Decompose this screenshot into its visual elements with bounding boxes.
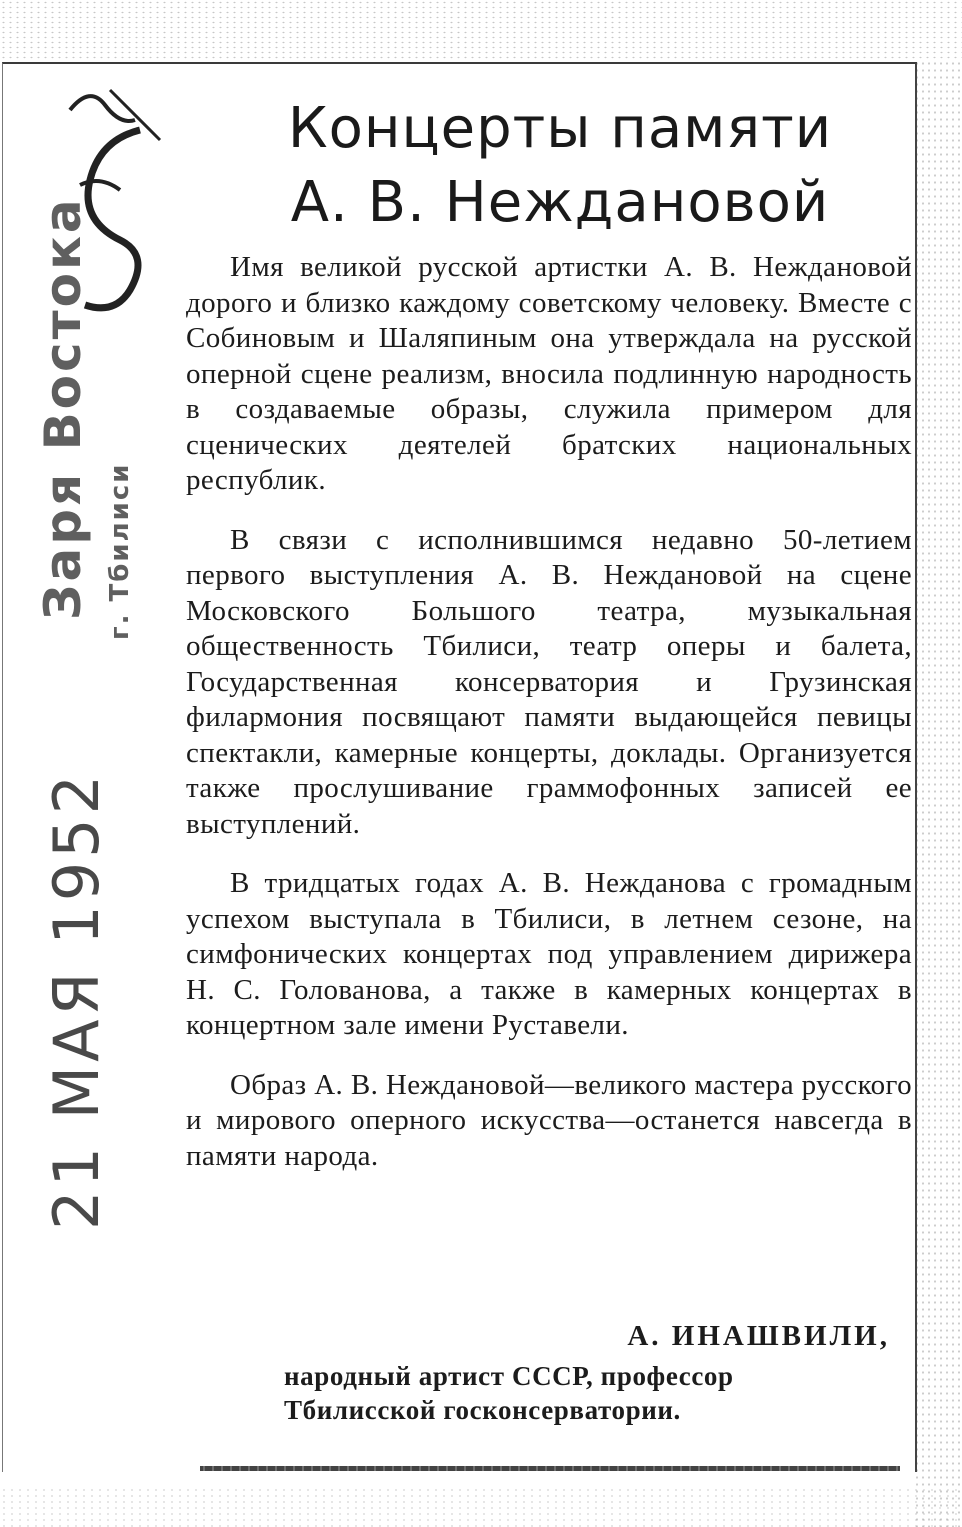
author-title-line-2: Тбилисской госконсерватории. (284, 1395, 681, 1425)
article-paragraph: Имя великой русской артистки А. В. Неждановой дорого и близко каждому советскому человеку. Вместе с Собиновым и Шаляпиным она утверждала на русской оперной сцене реализм, вносила подлинную народность в создаваемые образы, служила примером для сценических деятелей братских национальных республик. (186, 251, 912, 496)
article-body (186, 250, 912, 1174)
date-stamp: 21 МАЯ 1952 (40, 770, 113, 1230)
city-stamp: г. Тбилиси (105, 462, 135, 640)
headline-line-2: А. В. Неждановой (290, 170, 830, 235)
author-signature (284, 1320, 904, 1427)
article-paragraph: В тридцатых годах А. В. Нежданова с громадным успехом выступала в Тбилиси, в летнем сезоне, на симфонических концертах под управлением дирижера Н. С. Голованова, а также в камерных концертах в концертном зале имени Руставели. (186, 867, 912, 1041)
scan-noise-bottom (0, 1487, 962, 1527)
newspaper-stamp: Заря Востока (34, 196, 92, 620)
bottom-rule (200, 1466, 900, 1471)
author-name: А. ИНАШВИЛИ, (627, 1320, 890, 1352)
article-paragraph: Образ А. В. Неждановой—великого мастера русского и мирового оперного искусства—останется навсегда в памяти народа. (186, 1068, 912, 1172)
headline-line-1: Концерты памяти (287, 96, 833, 161)
scan-noise-top (0, 0, 962, 60)
scan-noise-right (914, 60, 962, 1527)
author-title-line-1: народный артист СССР, профессор (284, 1361, 734, 1391)
article-paragraph: В связи с исполнившимся недавно 50-летием первого выступления А. В. Неждановой на сцене Московского Большого театра, музыкальная общественность Тбилиси, театр оперы и балета, Государственная консерватория и Грузинская филармония посвящают памяти выдающейся певицы спектакли, камерные концерты, доклады. Организуется также прослушивание граммофонных записей ее выступлений. (186, 523, 912, 840)
